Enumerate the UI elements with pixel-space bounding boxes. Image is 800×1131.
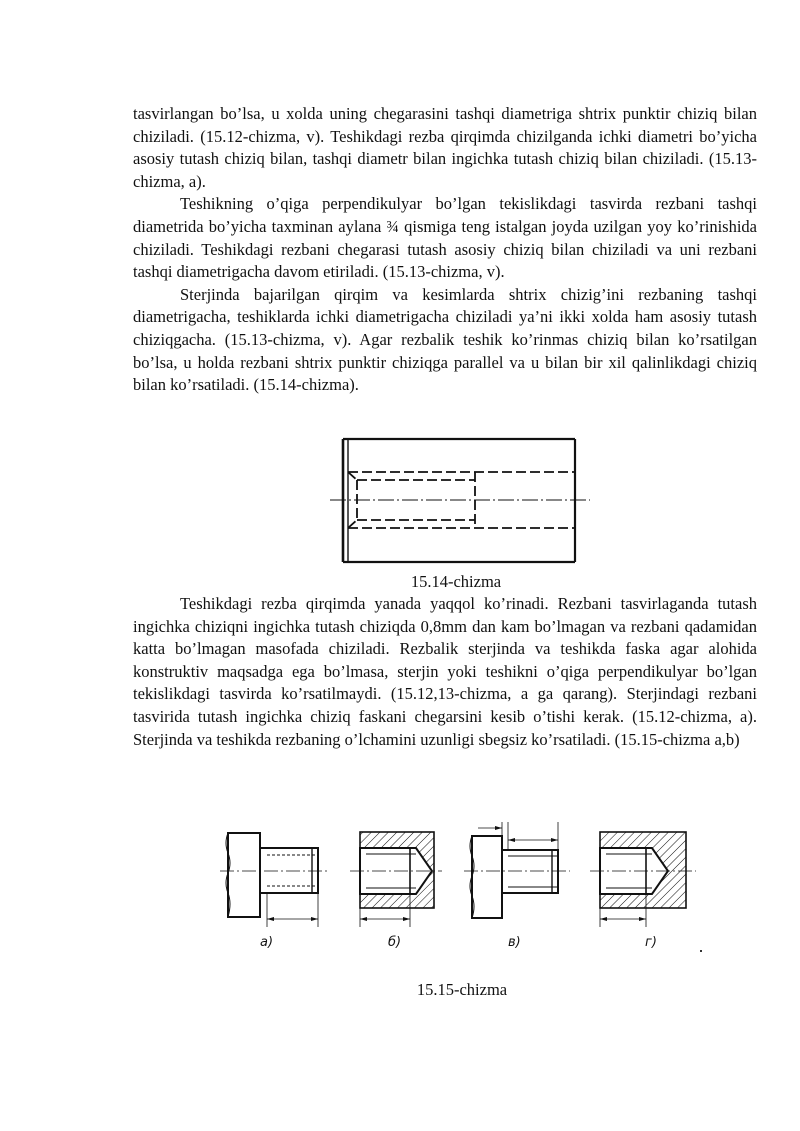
figure-15-14-caption: 15.14-chizma <box>410 572 502 591</box>
figure-15-15-drawing <box>220 822 700 957</box>
figure-15-14-drawing <box>325 434 595 570</box>
figure-a-bolt <box>220 833 330 927</box>
stray-dot <box>700 950 702 952</box>
text-block-middle <box>133 593 757 751</box>
paragraph-3: Sterjinda bajarilgan qirqim va kesimlarda shtrix chizig’ini rezbaning tashqi diametrigacha, teshiklarda ichki diametrigacha chiziladi ya’ni ikki xolda ham asosiy tutash chiziqgacha. (15.13-chizma, v). Agar rezbalik teshik ko’rinmas chiziq bilan ko’rsatilgan bo’lsa, u holda rezbani shtrix punktir chiziqga parallel va u bilan bir xil qalinlikdagi chiziq bilan ko’rsatiladi. (15.14-chizma). <box>133 284 757 395</box>
figure-label-g: г) <box>645 935 657 950</box>
figure-v-bolt <box>464 822 570 918</box>
figure-label-b: б) <box>388 935 402 950</box>
figure-b-hole <box>350 832 442 927</box>
text-block-top <box>133 103 757 397</box>
figure-g-hole <box>590 832 696 927</box>
paragraph-1: tasvirlangan bo’lsa, u xolda uning chegarasini tashqi diametriga shtrix punktir chiziq bilan chiziladi. (15.12-chizma, v). Teshikdagi rezba qirqimda chizilganda ichki diametri bo’yicha asosiy tutash chiziq bilan, tashqi diametr bilan ingichka tutash chiziq bilan chiziladi. (15.13-chizma, a). <box>133 104 757 191</box>
paragraph-4: Teshikdagi rezba qirqimda yanada yaqqol ko’rinadi. Rezbani tasvirlaganda tutash ingichka chiziqni ingichka tutash chiziqda 0,8mm dan kam bo’lmagan va rezbani qadamidan katta bo’lmagan masofada chiziladi. Rezbalik sterjinda va teshikda faska agar alohida konstruktiv maqsadga ega bo’lmasa, sterjin yoki teshikni o’qiga perpendikulyar bo’lgan tekislikdagi tasvirda ko’rsatilmaydi. (15.12,13-chizma, a ga qarang). Sterjindagi rezbani tasvirida tutash ingichka chiziq faskani chegarsini kesib o’tishi kerak. (15.12-chizma, a). Sterjinda va teshikda rezbaning o’lchamini uzunligi sbegsiz ko’rsatiladi. (15.15-chizma a,b) <box>133 594 757 749</box>
figure-15-15-caption: 15.15-chizma <box>416 980 508 999</box>
paragraph-2: Teshikning o’qiga perpendikulyar bo’lgan tekislikdagi tasvirda rezbani tashqi diametrida bo’yicha taxminan aylana ¾ qismiga teng istalgan joyda uzilgan yoy ko’rinishida chiziladi. Teshikdagi rezbani chegarasi tutash asosiy chiziq bilan chiziladi va uni rezbani tashqi diametrigacha davom etiriladi. (15.13-chizma, v). <box>133 194 757 282</box>
figure-label-v: в) <box>508 935 521 950</box>
figure-label-a: а) <box>260 935 274 950</box>
